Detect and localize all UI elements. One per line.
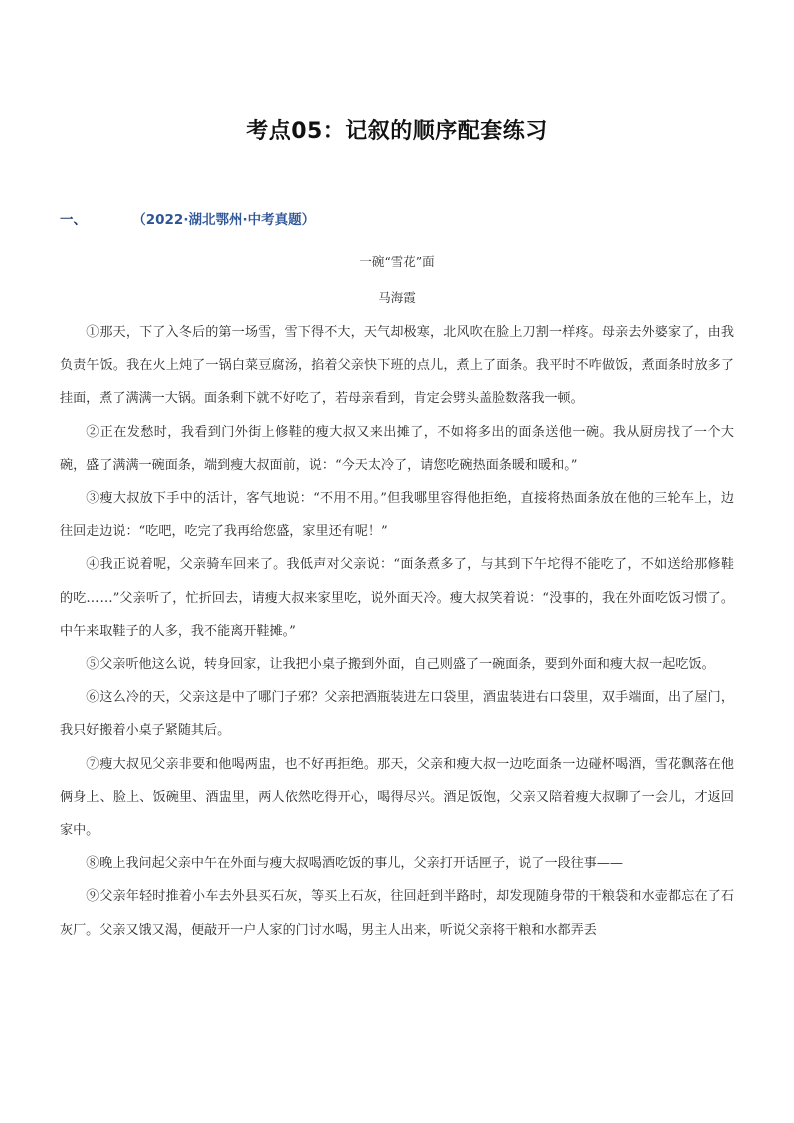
paragraph-3: ③瘦大叔放下手中的活计，客气地说：“不用不用。”但我哪里容得他拒绝，直接将热面条放在他的三轮车上，边往回走边说：“吃吧，吃完了我再给您盛，家里还有呢！” — [60, 491, 734, 540]
paragraph-4: ④我正说着呢，父亲骑车回来了。我低声对父亲说：“面条煮多了，与其到下午坨得不能吃了，不如送给那修鞋的吃……”父亲听了，忙折回去，请瘦大叔来家里吃，说外面天冷。瘦大叔笑着说：“没事的，我在外面吃饭习惯了。中午来取鞋子的人多，我不能离开鞋摊。” — [60, 557, 734, 639]
passage-body — [60, 316, 734, 947]
paragraph-1: ①那天，下了入冬后的第一场雪，雪下得不大，天气却极寒，北风吹在脸上刀割一样疼。母亲去外婆家了，由我负责午饭。我在火上炖了一锅白菜豆腐汤，掐着父亲快下班的点儿，煮上了面条。我平时不咋做饭，煮面条时放多了挂面，煮了满满一大锅。面条剩下就不好吃了，若母亲看到，肯定会劈头盖脸数落我一顿。 — [60, 325, 734, 407]
question-source: （2022·湖北鄂州·中考真题） — [139, 212, 316, 228]
paragraph-8: ⑧晚上我问起父亲中午在外面与瘦大叔喝酒吃饭的事儿，父亲打开话匣子，说了一段往事—— — [86, 856, 624, 872]
paragraph-9: ⑨父亲年轻时推着小车去外县买石灰，等买上石灰，往回赶到半路时，却发现随身带的干粮袋和水壶都忘在了石灰厂。父亲又饿又渴，便敲开一户人家的门讨水喝，男主人出来，听说父亲将干粮和水都弄丢 — [60, 889, 734, 938]
question-header — [60, 208, 315, 228]
paragraph-2: ②正在发愁时，我看到门外街上修鞋的瘦大叔又来出摊了，不如将多出的面条送他一碗。我从厨房找了一个大碗，盛了满满一碗面条，端到瘦大叔面前，说：“今天太冷了，请您吃碗热面条暖和暖和。” — [60, 424, 734, 473]
paragraph-5: ⑤父亲听他这么说，转身回家，让我把小桌子搬到外面，自己则盛了一碗面条，要到外面和瘦大叔一起吃饭。 — [86, 657, 715, 673]
page-title: 考点05：记叙的顺序配套练习 — [246, 119, 548, 144]
paragraph-7: ⑦瘦大叔见父亲非要和他喝两盅，也不好再拒绝。那天，父亲和瘦大叔一边吃面条一边碰杯喝酒，雪花飘落在他俩身上、脸上、饭碗里、酒盅里，两人依然吃得开心，喝得尽兴。酒足饭饱，父亲又陪着瘦大叔聊了一会儿，才返回家中。 — [60, 756, 734, 839]
question-number: 一、 — [60, 212, 87, 228]
passage-title: 一碗“雪花”面 — [359, 254, 435, 269]
passage-author: 马海霞 — [378, 290, 416, 305]
paragraph-6: ⑥这么冷的天，父亲这是中了哪门子邪？父亲把酒瓶装进左口袋里，酒盅装进右口袋里，双手端面，出了屋门，我只好搬着小桌子紧随其后。 — [60, 690, 734, 739]
